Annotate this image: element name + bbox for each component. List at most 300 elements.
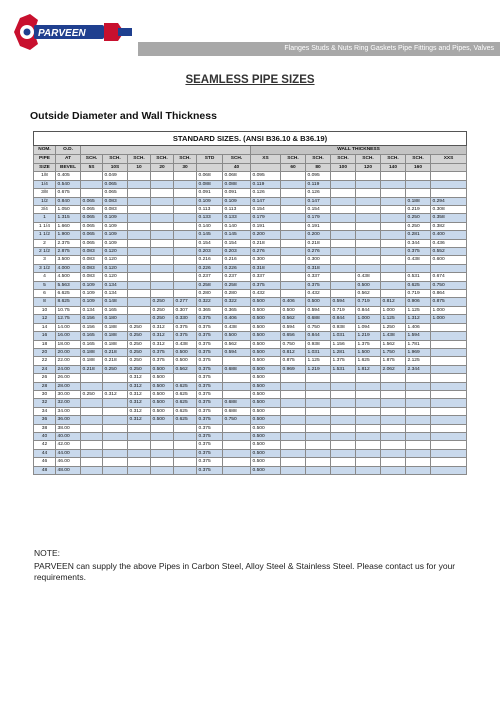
thickness-cell (128, 432, 151, 440)
thickness-cell (174, 239, 197, 247)
thickness-cell: 0.375 (251, 281, 281, 289)
thickness-cell: 1.500 (356, 348, 381, 356)
thickness-cell (174, 214, 197, 222)
thickness-cell (406, 441, 431, 449)
thickness-cell: 0.375 (197, 416, 223, 424)
thickness-cell: 0.250 (151, 306, 174, 314)
thickness-cell: 0.552 (431, 248, 467, 256)
od-cell: 42.00 (56, 441, 81, 449)
thickness-cell: 0.109 (81, 281, 103, 289)
col-header-label: SCH. (223, 154, 251, 163)
thickness-cell: 0.500 (251, 466, 281, 474)
thickness-cell: 0.109 (197, 197, 223, 205)
thickness-cell (128, 290, 151, 298)
thickness-cell (174, 197, 197, 205)
nominal-size-cell: 24 (34, 365, 56, 373)
thickness-cell: 0.120 (103, 256, 128, 264)
col-header-top: O.D. (56, 146, 81, 155)
col-header-label: STD (197, 154, 223, 163)
col-header-label: XXS (431, 154, 467, 163)
table-row (34, 407, 467, 415)
table-row (34, 172, 467, 180)
thickness-cell: 0.126 (251, 189, 281, 197)
thickness-cell: 0.088 (197, 180, 223, 188)
table-row (34, 323, 467, 331)
table-caption: STANDARD SIZES. (ANSI B36.10 & B36.19) (34, 132, 467, 146)
thickness-cell: 1.094 (356, 323, 381, 331)
nominal-size-cell: 20 (34, 348, 56, 356)
od-cell: 5.563 (56, 281, 81, 289)
table-row (34, 256, 467, 264)
thickness-cell: 0.375 (197, 424, 223, 432)
thickness-cell: 0.625 (174, 416, 197, 424)
thickness-cell (331, 374, 356, 382)
thickness-cell (281, 390, 306, 398)
thickness-cell: 0.500 (251, 416, 281, 424)
col-header-label: SCH. (281, 154, 306, 163)
thickness-cell: 0.095 (251, 172, 281, 180)
col-header-label: SCH. (174, 154, 197, 163)
thickness-cell: 0.188 (103, 340, 128, 348)
thickness-cell: 0.312 (151, 332, 174, 340)
thickness-cell: 0.250 (128, 348, 151, 356)
col-header-sub: 5S (81, 163, 103, 172)
thickness-cell: 0.250 (151, 315, 174, 323)
thickness-cell (331, 458, 356, 466)
thickness-cell: 0.120 (103, 264, 128, 272)
nominal-size-cell: 1 1/2 (34, 231, 56, 239)
thickness-cell: 0.656 (281, 332, 306, 340)
thickness-cell: 0.500 (251, 390, 281, 398)
thickness-cell: 0.375 (197, 315, 223, 323)
nominal-size-cell: 14 (34, 323, 56, 331)
thickness-cell (331, 416, 356, 424)
thickness-cell (151, 248, 174, 256)
thickness-cell: 0.375 (197, 332, 223, 340)
thickness-cell: 0.906 (406, 298, 431, 306)
thickness-cell (381, 248, 406, 256)
thickness-cell (151, 432, 174, 440)
thickness-cell (174, 458, 197, 466)
thickness-cell (306, 449, 331, 457)
od-cell: 26.00 (56, 374, 81, 382)
thickness-cell: 0.216 (197, 256, 223, 264)
thickness-cell: 0.500 (174, 348, 197, 356)
table-row (34, 416, 467, 424)
thickness-cell: 0.218 (306, 239, 331, 247)
thickness-cell: 0.674 (431, 273, 467, 281)
thickness-cell (281, 382, 306, 390)
thickness-cell: 0.250 (128, 357, 151, 365)
thickness-cell (151, 290, 174, 298)
thickness-cell (356, 189, 381, 197)
table-row (34, 180, 467, 188)
thickness-cell: 0.500 (251, 424, 281, 432)
table-row (34, 189, 467, 197)
thickness-cell (331, 180, 356, 188)
thickness-cell: 0.133 (197, 214, 223, 222)
nominal-size-cell: 2 (34, 239, 56, 247)
thickness-cell: 0.500 (251, 298, 281, 306)
thickness-cell: 0.375 (174, 332, 197, 340)
thickness-cell (381, 197, 406, 205)
nominal-size-cell: 6 (34, 290, 56, 298)
thickness-cell: 1.250 (381, 323, 406, 331)
thickness-cell (331, 466, 356, 474)
od-cell: 48.00 (56, 466, 81, 474)
thickness-cell: 0.134 (103, 290, 128, 298)
thickness-cell (174, 264, 197, 272)
table-row (34, 466, 467, 474)
thickness-cell: 0.719 (331, 306, 356, 314)
thickness-cell (381, 449, 406, 457)
col-header-sub: 40 (223, 163, 251, 172)
thickness-cell (281, 441, 306, 449)
od-cell: 30.00 (56, 390, 81, 398)
table-row (34, 214, 467, 222)
od-cell: 24.00 (56, 365, 81, 373)
col-header-label: PIPE (34, 154, 56, 163)
note-title: NOTE: (34, 548, 60, 558)
thickness-cell: 0.180 (103, 315, 128, 323)
thickness-cell (151, 206, 174, 214)
thickness-cell (281, 264, 306, 272)
thickness-cell (356, 432, 381, 440)
thickness-cell (174, 248, 197, 256)
thickness-cell: 0.191 (251, 222, 281, 230)
thickness-cell (306, 424, 331, 432)
thickness-cell (431, 365, 467, 373)
thickness-cell (128, 180, 151, 188)
thickness-cell: 0.312 (128, 416, 151, 424)
thickness-cell (431, 424, 467, 432)
thickness-cell: 0.065 (81, 231, 103, 239)
thickness-cell (356, 197, 381, 205)
od-cell: 4.000 (56, 264, 81, 272)
od-cell: 2.375 (56, 239, 81, 247)
thickness-cell (406, 189, 431, 197)
thickness-cell: 0.500 (356, 281, 381, 289)
thickness-cell (331, 222, 356, 230)
thickness-cell: 0.308 (431, 206, 467, 214)
thickness-cell (103, 432, 128, 440)
thickness-cell (306, 399, 331, 407)
thickness-cell: 0.083 (81, 248, 103, 256)
thickness-cell: 0.375 (197, 365, 223, 373)
thickness-cell (151, 441, 174, 449)
thickness-cell (223, 390, 251, 398)
thickness-cell (81, 432, 103, 440)
thickness-cell: 0.065 (81, 222, 103, 230)
od-cell: 32.00 (56, 399, 81, 407)
col-header-sub (431, 163, 467, 172)
thickness-cell (223, 432, 251, 440)
thickness-cell: 2.344 (406, 365, 431, 373)
thickness-cell (174, 189, 197, 197)
thickness-cell: 0.500 (251, 315, 281, 323)
thickness-cell: 0.165 (103, 306, 128, 314)
thickness-cell: 2.062 (381, 365, 406, 373)
thickness-cell (356, 256, 381, 264)
thickness-cell: 0.113 (223, 206, 251, 214)
thickness-cell: 0.068 (197, 172, 223, 180)
thickness-cell: 0.226 (223, 264, 251, 272)
logo-text: PARVEEN (38, 28, 86, 39)
od-cell: 0.675 (56, 189, 81, 197)
pipe-size-table (33, 131, 466, 475)
thickness-cell (281, 416, 306, 424)
thickness-cell: 0.179 (306, 214, 331, 222)
thickness-cell (128, 264, 151, 272)
od-cell: 14.00 (56, 323, 81, 331)
thickness-cell: 1.594 (406, 332, 431, 340)
thickness-cell: 0.154 (306, 206, 331, 214)
col-header-label: SCH. (306, 154, 331, 163)
nominal-size-cell: 32 (34, 399, 56, 407)
thickness-cell: 0.312 (103, 390, 128, 398)
col-header-sub: 10S (103, 163, 128, 172)
thickness-cell: 0.500 (251, 365, 281, 373)
thickness-cell: 0.625 (174, 390, 197, 398)
thickness-cell (81, 424, 103, 432)
thickness-cell (381, 222, 406, 230)
thickness-cell: 0.400 (431, 231, 467, 239)
thickness-cell: 0.938 (331, 323, 356, 331)
thickness-cell (281, 424, 306, 432)
thickness-cell (331, 399, 356, 407)
thickness-cell (431, 416, 467, 424)
thickness-cell (281, 281, 306, 289)
thickness-cell: 0.250 (103, 365, 128, 373)
thickness-cell: 0.500 (251, 458, 281, 466)
thickness-cell: 0.312 (128, 382, 151, 390)
thickness-cell (381, 273, 406, 281)
thickness-cell: 0.375 (151, 357, 174, 365)
nominal-size-cell: 1 (34, 214, 56, 222)
thickness-cell: 0.358 (431, 214, 467, 222)
thickness-cell: 0.218 (251, 239, 281, 247)
table-row (34, 382, 467, 390)
thickness-cell (174, 449, 197, 457)
thickness-cell: 0.375 (197, 407, 223, 415)
thickness-cell: 1.750 (381, 348, 406, 356)
thickness-cell (431, 340, 467, 348)
thickness-cell (103, 416, 128, 424)
thickness-cell: 0.500 (174, 357, 197, 365)
thickness-cell: 0.318 (251, 264, 281, 272)
thickness-cell: 0.562 (356, 290, 381, 298)
thickness-cell: 0.500 (223, 332, 251, 340)
thickness-cell: 0.375 (197, 432, 223, 440)
thickness-cell: 0.500 (251, 357, 281, 365)
nominal-size-cell: 5 (34, 281, 56, 289)
thickness-cell: 0.226 (197, 264, 223, 272)
thickness-cell (431, 449, 467, 457)
thickness-cell (223, 374, 251, 382)
col-header-label: SCH. (81, 154, 103, 163)
table-row (34, 348, 467, 356)
col-header-sub: 10 (128, 163, 151, 172)
thickness-cell (431, 348, 467, 356)
thickness-cell (223, 424, 251, 432)
thickness-cell: 0.140 (223, 222, 251, 230)
thickness-cell: 0.594 (223, 348, 251, 356)
thickness-cell (356, 466, 381, 474)
thickness-cell (174, 180, 197, 188)
thickness-cell (331, 214, 356, 222)
thickness-cell (174, 374, 197, 382)
thickness-cell (381, 466, 406, 474)
page-title: SEAMLESS PIPE SIZES (185, 74, 315, 86)
thickness-cell: 0.844 (356, 306, 381, 314)
col-header-label: SCH. (381, 154, 406, 163)
thickness-cell (381, 264, 406, 272)
thickness-cell (281, 466, 306, 474)
thickness-cell: 0.250 (128, 323, 151, 331)
thickness-cell (356, 399, 381, 407)
thickness-cell (331, 206, 356, 214)
nominal-size-cell: 2 1/2 (34, 248, 56, 256)
nominal-size-cell: 46 (34, 458, 56, 466)
parveen-logo-icon (8, 10, 136, 54)
thickness-cell (151, 214, 174, 222)
col-header-sub: 20 (151, 163, 174, 172)
thickness-cell (151, 239, 174, 247)
thickness-cell: 0.154 (223, 239, 251, 247)
thickness-cell: 0.500 (251, 449, 281, 457)
thickness-cell (331, 424, 356, 432)
thickness-cell: 0.091 (197, 189, 223, 197)
thickness-cell (281, 197, 306, 205)
nominal-size-cell: 8 (34, 298, 56, 306)
thickness-cell: 0.083 (81, 264, 103, 272)
thickness-cell: 0.864 (431, 290, 467, 298)
thickness-cell (356, 416, 381, 424)
thickness-cell: 0.875 (431, 298, 467, 306)
thickness-cell: 0.625 (174, 382, 197, 390)
col-header-label: SCH. (331, 154, 356, 163)
od-cell: 10.75 (56, 306, 81, 314)
thickness-cell (331, 197, 356, 205)
thickness-cell (406, 264, 431, 272)
thickness-cell (281, 231, 306, 239)
thickness-cell (431, 390, 467, 398)
od-cell: 20.00 (56, 348, 81, 356)
thickness-cell (381, 424, 406, 432)
thickness-cell (281, 239, 306, 247)
nominal-size-cell: 12 (34, 315, 56, 323)
thickness-cell: 1.562 (381, 340, 406, 348)
col-header-sub: 120 (356, 163, 381, 172)
thickness-cell (223, 449, 251, 457)
thickness-cell (356, 424, 381, 432)
nominal-size-cell: 3/4 (34, 206, 56, 214)
thickness-cell: 0.219 (406, 206, 431, 214)
thickness-cell (151, 273, 174, 281)
thickness-cell: 0.250 (406, 214, 431, 222)
thickness-cell: 0.133 (223, 214, 251, 222)
thickness-cell (151, 231, 174, 239)
thickness-cell (356, 407, 381, 415)
thickness-cell: 1.281 (331, 348, 356, 356)
thickness-cell (151, 197, 174, 205)
thickness-cell (128, 214, 151, 222)
thickness-cell: 0.594 (306, 306, 331, 314)
thickness-cell: 1.375 (331, 357, 356, 365)
thickness-cell (381, 231, 406, 239)
nominal-size-cell: 34 (34, 407, 56, 415)
od-cell: 1.050 (56, 206, 81, 214)
thickness-cell (306, 441, 331, 449)
thickness-cell (356, 231, 381, 239)
thickness-cell: 0.156 (81, 323, 103, 331)
col-header-sub: 30 (174, 163, 197, 172)
thickness-cell: 0.258 (223, 281, 251, 289)
thickness-cell (281, 172, 306, 180)
od-cell: 0.840 (56, 197, 81, 205)
thickness-cell (281, 248, 306, 256)
thickness-cell: 0.500 (251, 407, 281, 415)
thickness-cell (281, 432, 306, 440)
thickness-cell (356, 382, 381, 390)
thickness-cell: 0.365 (197, 306, 223, 314)
thickness-cell (103, 374, 128, 382)
thickness-cell: 0.436 (431, 239, 467, 247)
thickness-cell: 2.125 (406, 357, 431, 365)
thickness-cell: 0.237 (223, 273, 251, 281)
header-tagline: Flanges Studs & Nuts Ring Gaskets Pipe Fittings and Pipes, Valves (284, 45, 494, 52)
thickness-cell: 0.109 (103, 239, 128, 247)
thickness-cell (356, 180, 381, 188)
thickness-cell (81, 441, 103, 449)
thickness-cell (128, 273, 151, 281)
thickness-cell: 0.065 (81, 206, 103, 214)
thickness-cell: 0.375 (197, 466, 223, 474)
thickness-cell: 0.276 (251, 248, 281, 256)
thickness-cell (306, 407, 331, 415)
thickness-cell: 0.165 (81, 332, 103, 340)
thickness-cell: 0.191 (306, 222, 331, 230)
thickness-cell (406, 407, 431, 415)
thickness-cell (223, 458, 251, 466)
nominal-size-cell: 26 (34, 374, 56, 382)
thickness-cell: 0.750 (431, 281, 467, 289)
thickness-cell: 0.500 (151, 407, 174, 415)
thickness-cell (431, 458, 467, 466)
thickness-cell (306, 432, 331, 440)
thickness-cell (281, 180, 306, 188)
thickness-cell: 0.083 (81, 273, 103, 281)
thickness-cell (406, 466, 431, 474)
col-header-sub: 160 (406, 163, 431, 172)
thickness-cell: 0.938 (306, 340, 331, 348)
nominal-size-cell: 28 (34, 382, 56, 390)
od-cell: 16.00 (56, 332, 81, 340)
thickness-cell (281, 290, 306, 298)
table-row (34, 449, 467, 457)
table-row (34, 290, 467, 298)
thickness-cell: 0.500 (251, 399, 281, 407)
nominal-size-cell: 44 (34, 449, 56, 457)
thickness-cell (223, 441, 251, 449)
thickness-cell: 0.250 (128, 340, 151, 348)
thickness-cell (103, 449, 128, 457)
od-cell: 1.315 (56, 214, 81, 222)
thickness-cell (174, 172, 197, 180)
page-header (0, 0, 500, 60)
nominal-size-cell: 22 (34, 357, 56, 365)
nominal-size-cell: 3 1/2 (34, 264, 56, 272)
